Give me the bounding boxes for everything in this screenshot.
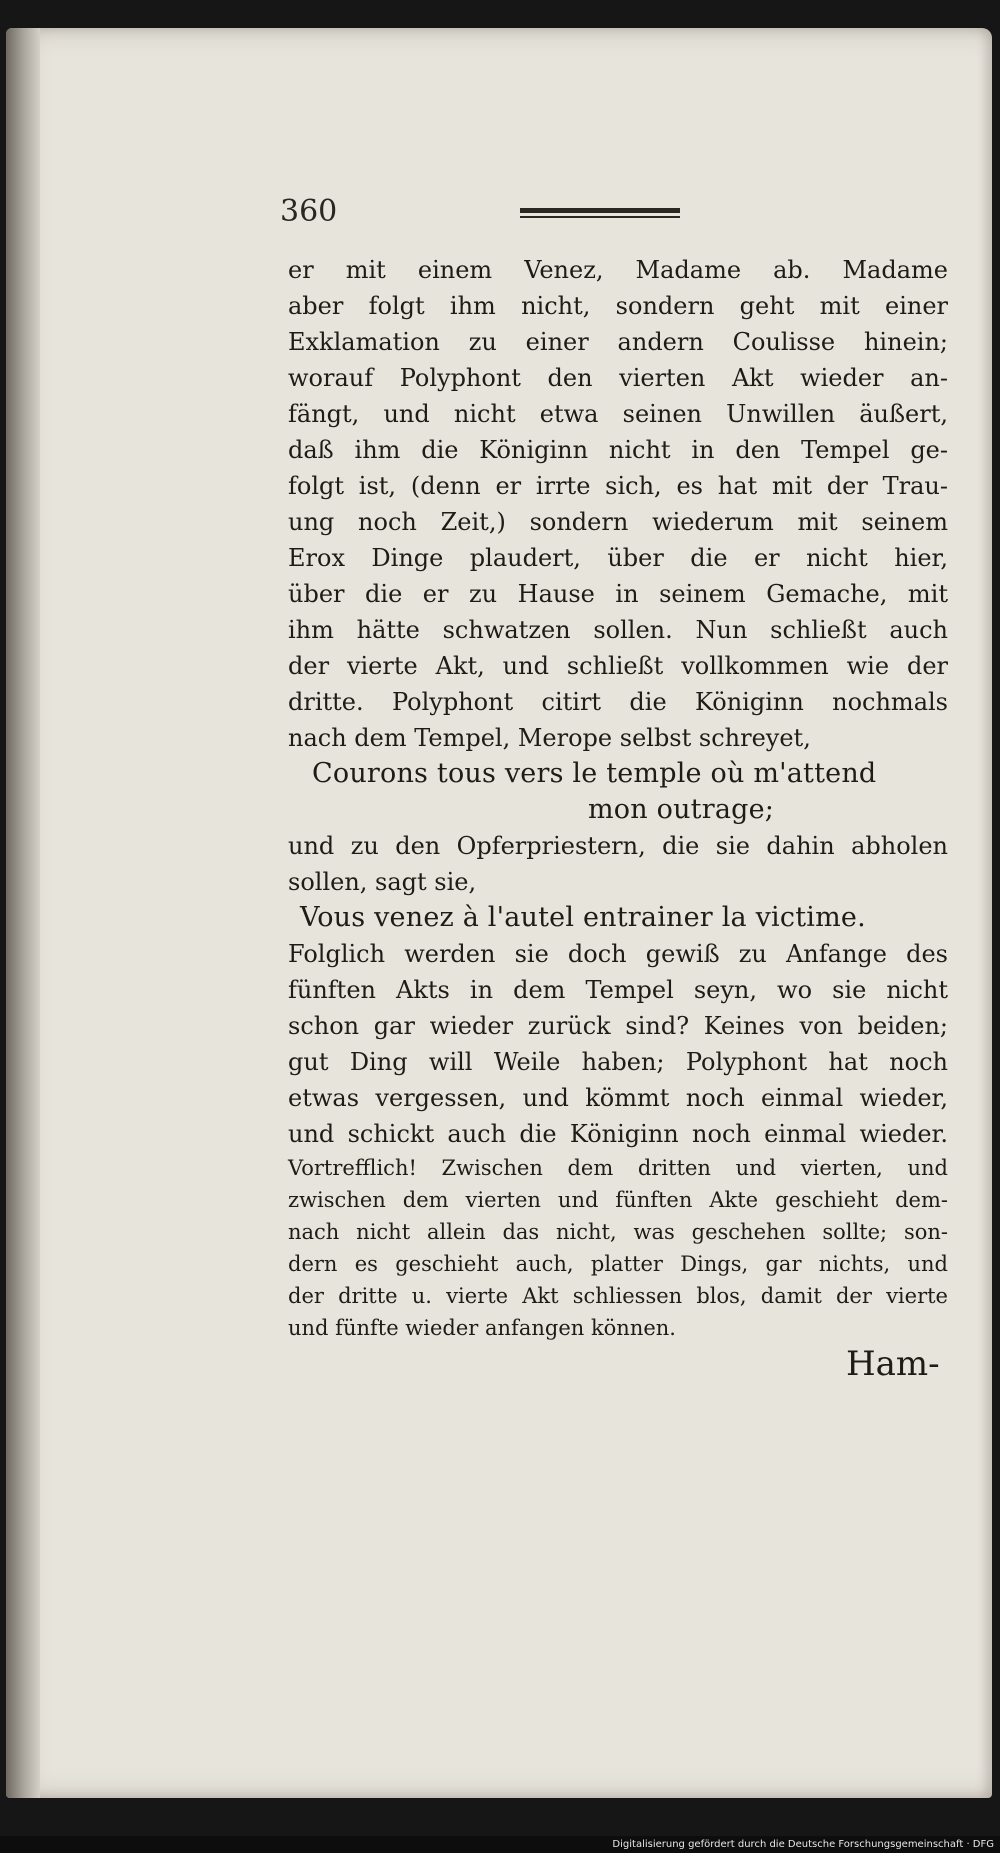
text-line: daß ihm die Königinn nicht in den Tempel ge- [288,436,948,464]
text-line: über die er zu Hause in seinem Gemache, mit [288,580,948,608]
text-line: Folglich werden sie doch gewiß zu Anfange des [288,940,948,968]
french-verse-line: Vous venez à l'autel entrainer la victime. [300,902,866,933]
page-header [280,194,970,234]
text-line: er mit einem Venez, Madame ab. Madame [288,256,948,284]
text-line: fängt, und nicht etwa seinen Unwillen äußert, [288,400,948,428]
text-line: folgt ist, (denn er irrte sich, es hat mit der Trau- [288,472,948,500]
text-line: ihm hätte schwatzen sollen. Nun schließt auch [288,616,948,644]
text-line: etwas vergessen, und kömmt noch einmal wieder, [288,1084,948,1112]
digitization-credit: Digitalisierung gefördert durch die Deutsche Forschungsgemeinschaft · DFG [612,1839,994,1850]
text-line: Erox Dinge plaudert, über die er nicht hier, [288,544,948,572]
text-line: Exklamation zu einer andern Coulisse hinein; [288,328,948,356]
text-line: gut Ding will Weile haben; Polyphont hat noch [288,1048,948,1076]
page-gutter-edge [6,28,40,1798]
text-line: worauf Polyphont den vierten Akt wieder an- [288,364,948,392]
text-line: der vierte Akt, und schließt vollkommen wie der [288,652,948,680]
small-print-line: und fünfte wieder anfangen können. [288,1316,676,1340]
text-line: schon gar wieder zurück sind? Keines von beiden; [288,1012,948,1040]
text-line: und schickt auch die Königinn noch einmal wieder. [288,1120,948,1148]
text-line: aber folgt ihm nicht, sondern geht mit einer [288,292,948,320]
text-line: fünften Akts in dem Tempel seyn, wo sie nicht [288,976,948,1004]
text-line: dritte. Polyphont citirt die Königinn nochmals [288,688,948,716]
small-print-line: dern es geschieht auch, platter Dings, gar nichts, und [288,1252,948,1276]
header-rule [520,208,680,213]
small-print-line: nach nicht allein das nicht, was geschehen sollte; son- [288,1220,948,1244]
page-body [288,252,948,1344]
small-print-line: der dritte u. vierte Akt schliessen blos, damit der vierte [288,1284,948,1308]
small-print-line: Vortrefflich! Zwischen dem dritten und vierten, und [288,1156,948,1180]
small-print-line: zwischen dem vierten und fünften Akte geschieht dem- [288,1188,948,1212]
french-verse-line: Courons tous vers le temple où m'attend [312,758,877,789]
page-number: 360 [280,194,338,229]
text-line: ung noch Zeit,) sondern wiederum mit seinem [288,508,948,536]
text-line: und zu den Opferpriestern, die sie dahin abholen [288,832,948,860]
text-line: sollen, sagt sie, [288,868,477,896]
catchword: Ham- [846,1344,940,1384]
french-verse-line: mon outrage; [588,794,775,825]
text-line: nach dem Tempel, Merope selbst schreyet, [288,724,811,752]
